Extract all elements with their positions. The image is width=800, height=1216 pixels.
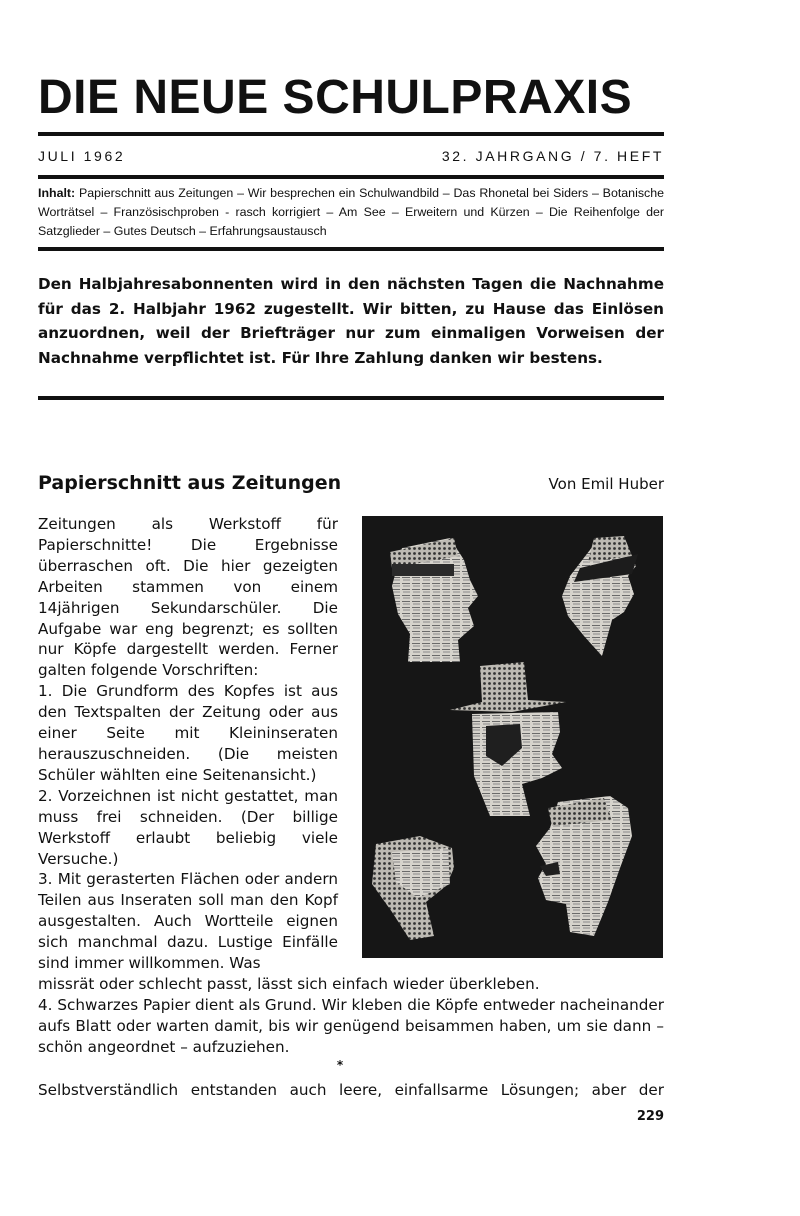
paper-cut-heads-image [362, 516, 663, 958]
article-column-text [38, 514, 338, 974]
article-continuation: missrät oder schlecht passt, lässt sich einfach wieder überkleben. [38, 975, 540, 993]
rule-item-4: 4. Schwarzes Papier dient als Grund. Wir kleben die Köpfe entweder nacheinander aufs Blatt oder warten damit, bis wir genügend beisammen haben, um sie dann – schön angeordnet – aufzuziehen. [38, 996, 664, 1056]
head-centre [450, 662, 566, 816]
head-bottom-left [372, 836, 454, 940]
paper-cut-illustration [362, 516, 663, 958]
issue-rule [38, 175, 664, 179]
masthead-rule [38, 132, 664, 136]
article-last-line: Selbstverständlich entstanden auch leere, einfallsarme Lösungen; aber der [38, 1081, 664, 1099]
issue-date: JULI 1962 [38, 148, 126, 164]
contents-rule [38, 247, 664, 251]
rule-item-3: 3. Mit gerasterten Flächen oder andern Teilen aus Inseraten soll man den Kopf ausgestalten. Auch Wortteile eignen sich manchmal dazu. Lustige Einfälle sind immer willkommen. Was [38, 870, 338, 973]
article-full-width-text [38, 974, 664, 1058]
rule-item-1: 1. Die Grundform des Kopfes ist aus den Textspalten der Zeitung oder aus einer Seite mit Kleininseraten herauszuschneiden. (Die meisten Schüler wählten eine Seitenansicht.) [38, 682, 338, 784]
subscriber-notice: Den Halbjahresabonnenten wird in den nächsten Tagen die Nachnahme für das 2. Halbjahr 1962 zugestellt. Wir bitten, zu Hause das Einlösen anzuordnen, weil der Briefträger nur zum einmaligen Vorweisen der Nachnahme verpflichtet ist. Für Ihre Zahlung danken wir bestens. [38, 275, 664, 367]
issue-line [38, 148, 664, 168]
article-title: Papierschnitt aus Zeitungen [38, 472, 342, 494]
head-bottom-right [536, 796, 632, 936]
magazine-title: DIE NEUE SCHULPRAXIS [38, 71, 633, 124]
notice-rule [38, 396, 664, 400]
section-separator: * [336, 1058, 344, 1072]
article-author: Von Emil Huber [548, 475, 664, 493]
contents-label: Inhalt: [38, 186, 76, 200]
head-top-left [390, 538, 478, 662]
table-of-contents [38, 184, 664, 241]
page-number: 229 [636, 1109, 664, 1124]
head-top-right [562, 536, 638, 656]
contents-text: Papierschnitt aus Zeitungen – Wir besprechen ein Schulwandbild – Das Rhonetal bei Siders – Botanische Worträtsel – Französischproben - rasch korrigiert – Am See – Erweitern und Kürzen – Die Reihenfolge der Satzglieder – Gutes Deutsch – Erfahrungsaustausch [38, 186, 664, 238]
rule-item-2: 2. Vorzeichnen ist nicht gestattet, man muss frei schneiden. (Der billige Werkstoff erlaubt beliebig viele Versuche.) [38, 786, 338, 868]
issue-volume: 32. JAHRGANG / 7. HEFT [441, 148, 664, 164]
article-paragraph: Zeitungen als Werkstoff für Papierschnitte! Die Ergebnisse überraschen oft. Die hier gezeigten Arbeiten stammen von einem 14jährigen Sekundarschüler. Die Aufgabe war eng begrenzt; es sollten nur Köpfe dargestellt werden. Ferner galten folgende Vorschriften: [38, 515, 338, 680]
